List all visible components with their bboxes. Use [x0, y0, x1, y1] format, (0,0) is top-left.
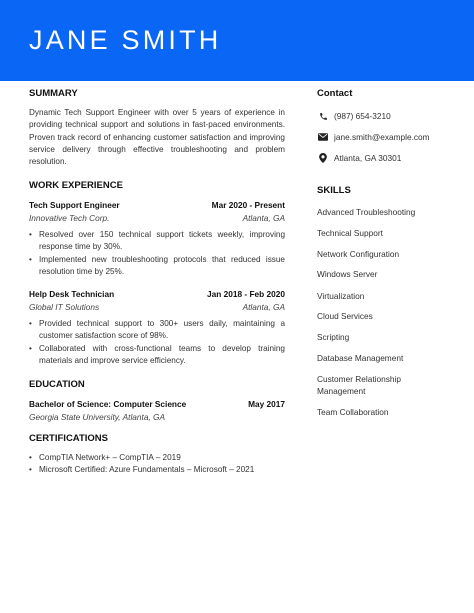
job-bullets-1	[29, 229, 285, 278]
skill-item: Advanced Troubleshooting	[317, 207, 416, 217]
skill-item: Cloud Services	[317, 311, 373, 321]
job-location: Atlanta, GA	[242, 302, 285, 312]
phone-icon	[317, 112, 329, 121]
skill-item: Team Collaboration	[317, 407, 389, 417]
degree: Bachelor of Science: Computer Science	[29, 399, 187, 409]
summary-text: Dynamic Tech Support Engineer with over 5 years of experience in providing technical support and solutions in fast-paced environments. Proven track record of enhancing customer satisfaction and improving service delivery through effective troubleshooting and problem resolution.	[29, 108, 285, 167]
graduation-date: May 2017	[248, 399, 285, 409]
skill-item: Scripting	[317, 332, 350, 342]
education-header	[29, 399, 285, 409]
skill-item: Windows Server	[317, 269, 378, 279]
skills-heading: SKILLS	[317, 185, 351, 196]
contact-location: Atlanta, GA 30301	[334, 153, 402, 163]
skill-item: Customer Relationship Management	[317, 374, 401, 396]
skill-item: Technical Support	[317, 228, 383, 238]
contact-email-row	[317, 132, 430, 142]
summary-heading: SUMMARY	[29, 88, 78, 99]
candidate-name: JANE SMITH	[29, 25, 222, 55]
job-company: Innovative Tech Corp.	[29, 213, 110, 223]
job-bullet: • Provided technical support to 300+ users daily, maintaining a customer satisfaction score of 98%.	[29, 318, 285, 343]
education-heading: EDUCATION	[29, 379, 85, 390]
certifications-list	[29, 452, 285, 477]
map-pin-icon	[317, 153, 329, 163]
envelope-icon	[317, 133, 329, 141]
certification-item: • Microsoft Certified: Azure Fundamentals – Microsoft – 2021	[29, 464, 285, 476]
job-title: Help Desk Technician	[29, 289, 115, 299]
job-header-2	[29, 289, 285, 299]
experience-heading: WORK EXPERIENCE	[29, 180, 123, 191]
job-header-1	[29, 200, 285, 210]
job-subheader-2	[29, 302, 285, 312]
job-dates: Mar 2020 - Present	[211, 200, 285, 210]
contact-phone-row	[317, 111, 391, 121]
job-bullet: • Collaborated with cross-functional teams to develop training materials and improve service efficiency.	[29, 343, 285, 368]
certification-item: • CompTIA Network+ – CompTIA – 2019	[29, 452, 285, 464]
job-subheader-1	[29, 213, 285, 223]
education-school-row	[29, 412, 285, 422]
skill-item: Network Configuration	[317, 249, 400, 259]
contact-heading: Contact	[317, 88, 353, 99]
job-company: Global IT Solutions	[29, 302, 100, 312]
school: Georgia State University, Atlanta, GA	[29, 412, 166, 422]
job-bullets-2	[29, 318, 285, 367]
contact-phone[interactable]: (987) 654-3210	[334, 111, 391, 121]
skill-item: Database Management	[317, 353, 404, 363]
contact-email[interactable]: jane.smith@example.com	[334, 132, 430, 142]
contact-location-row	[317, 153, 401, 163]
job-bullet: • Resolved over 150 technical support tickets weekly, improving response time by 30%.	[29, 229, 285, 254]
job-title: Tech Support Engineer	[29, 200, 120, 210]
header-banner	[0, 0, 474, 81]
job-bullet: • Implemented new troubleshooting protocols that reduced issue resolution time by 25%.	[29, 254, 285, 279]
job-dates: Jan 2018 - Feb 2020	[207, 289, 285, 299]
certifications-heading: CERTIFICATIONS	[29, 433, 108, 444]
skill-item: Virtualization	[317, 291, 365, 301]
job-location: Atlanta, GA	[242, 213, 285, 223]
